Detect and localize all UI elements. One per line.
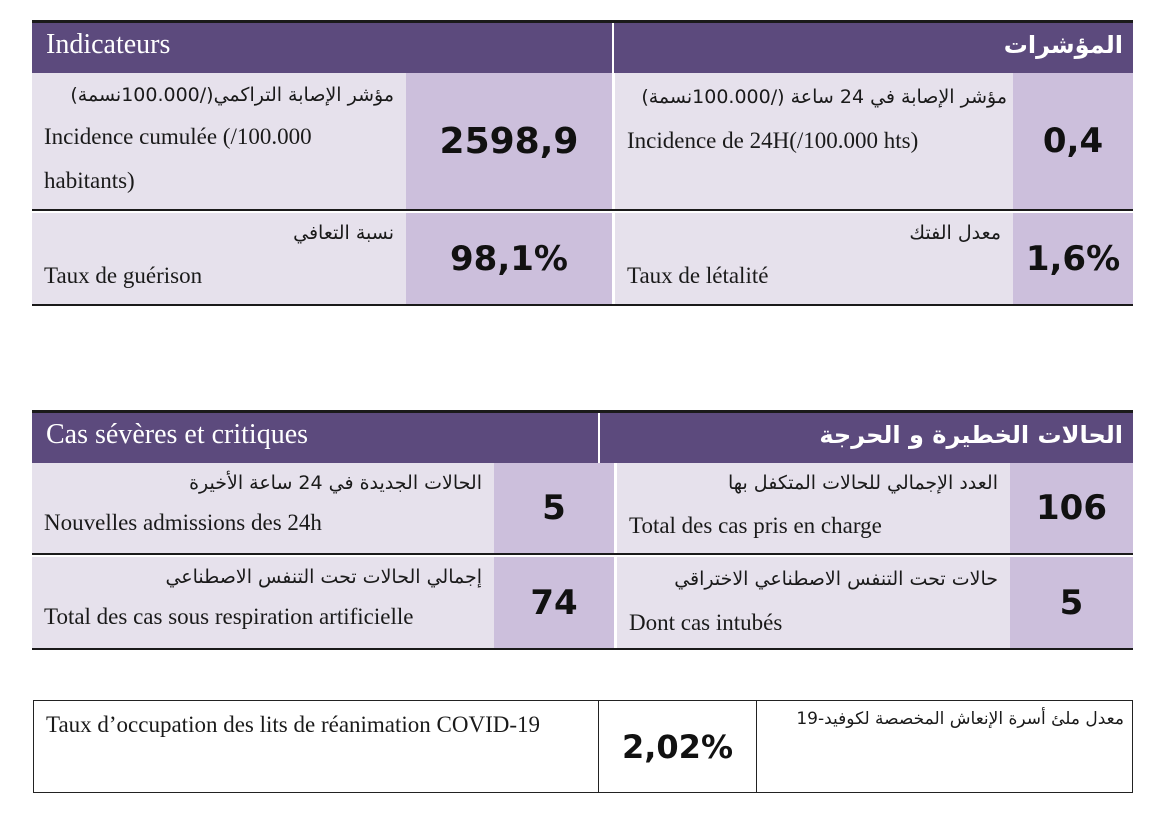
indicators-row xyxy=(32,73,1133,211)
severe-cases-title-fr: Cas sévères et critiques xyxy=(46,419,309,450)
incidence-24h-label-ar: مؤشر الإصابة في 24 ساعة (/100.000نسمة) xyxy=(641,86,1007,108)
icu-occupancy-value: 2,02% xyxy=(599,701,757,792)
total-cases-label-fr: Total des cas pris en charge xyxy=(629,513,882,538)
total-cases-value: 106 xyxy=(1010,463,1133,553)
severe-cases-row xyxy=(32,463,1133,555)
icu-occupancy-label-ar: معدل ملئ أسرة الإنعاش المخصصة لكوفيد-19 xyxy=(796,709,1124,729)
severe-cases-table xyxy=(32,410,1133,650)
intubated-label-ar: حالات تحت التنفس الاصطناعي الاختراقي xyxy=(674,568,998,590)
indicators-table xyxy=(32,20,1133,306)
cumulative-incidence-label-fr: Incidence cumulée (/100.000 habitants) xyxy=(44,124,312,193)
severe-cases-title-ar: الحالات الخطيرة و الحرجة xyxy=(819,421,1123,449)
lethality-rate-label-ar: معدل الفتك xyxy=(909,222,1001,244)
indicator-label-cell xyxy=(32,73,406,209)
indicators-header xyxy=(32,20,1133,73)
artificial-respiration-value: 74 xyxy=(494,557,614,648)
icu-occupancy-label-ar-cell xyxy=(757,701,1134,792)
severe-label-cell xyxy=(617,463,1010,553)
icu-occupancy-table xyxy=(33,700,1133,793)
severe-label-cell xyxy=(32,557,494,648)
new-admissions-value: 5 xyxy=(494,463,614,553)
cumulative-incidence-value: 2598,9 xyxy=(406,73,612,209)
indicator-label-cell xyxy=(615,213,1013,304)
incidence-24h-value: 0,4 xyxy=(1013,73,1133,209)
severe-cases-row xyxy=(32,557,1133,650)
new-admissions-label-ar: الحالات الجديدة في 24 ساعة الأخيرة xyxy=(189,472,482,494)
indicators-title-ar: المؤشرات xyxy=(1003,31,1123,59)
recovery-rate-label-ar: نسبة التعافي xyxy=(293,222,394,244)
cumulative-incidence-label-ar: مؤشر الإصابة التراكمي(/100.000نسمة) xyxy=(70,84,394,106)
artificial-respiration-label-fr: Total des cas sous respiration artificielle xyxy=(44,604,414,629)
indicator-label-cell xyxy=(615,73,1013,209)
recovery-rate-label-fr: Taux de guérison xyxy=(44,263,203,288)
severe-label-cell xyxy=(617,557,1010,648)
icu-occupancy-label-fr xyxy=(34,701,599,792)
new-admissions-label-fr: Nouvelles admissions des 24h xyxy=(44,510,322,535)
severe-label-cell xyxy=(32,463,494,553)
incidence-24h-label-fr: Incidence de 24H(/100.000 hts) xyxy=(627,128,919,153)
severe-cases-header xyxy=(32,410,1133,463)
indicators-title-fr: Indicateurs xyxy=(46,29,171,60)
lethality-rate-value: 1,6% xyxy=(1013,213,1133,304)
intubated-label-fr: Dont cas intubés xyxy=(629,610,783,635)
intubated-value: 5 xyxy=(1010,557,1133,648)
total-cases-label-ar: العدد الإجمالي للحالات المتكفل بها xyxy=(727,472,998,494)
indicators-row xyxy=(32,213,1133,306)
recovery-rate-value: 98,1% xyxy=(406,213,612,304)
indicator-label-cell xyxy=(32,213,406,304)
icu-occupancy-text-fr: Taux d’occupation des lits de réanimation COVID-19 xyxy=(46,712,541,737)
lethality-rate-label-fr: Taux de létalité xyxy=(627,263,769,288)
artificial-respiration-label-ar: إجمالي الحالات تحت التنفس الاصطناعي xyxy=(165,566,482,588)
